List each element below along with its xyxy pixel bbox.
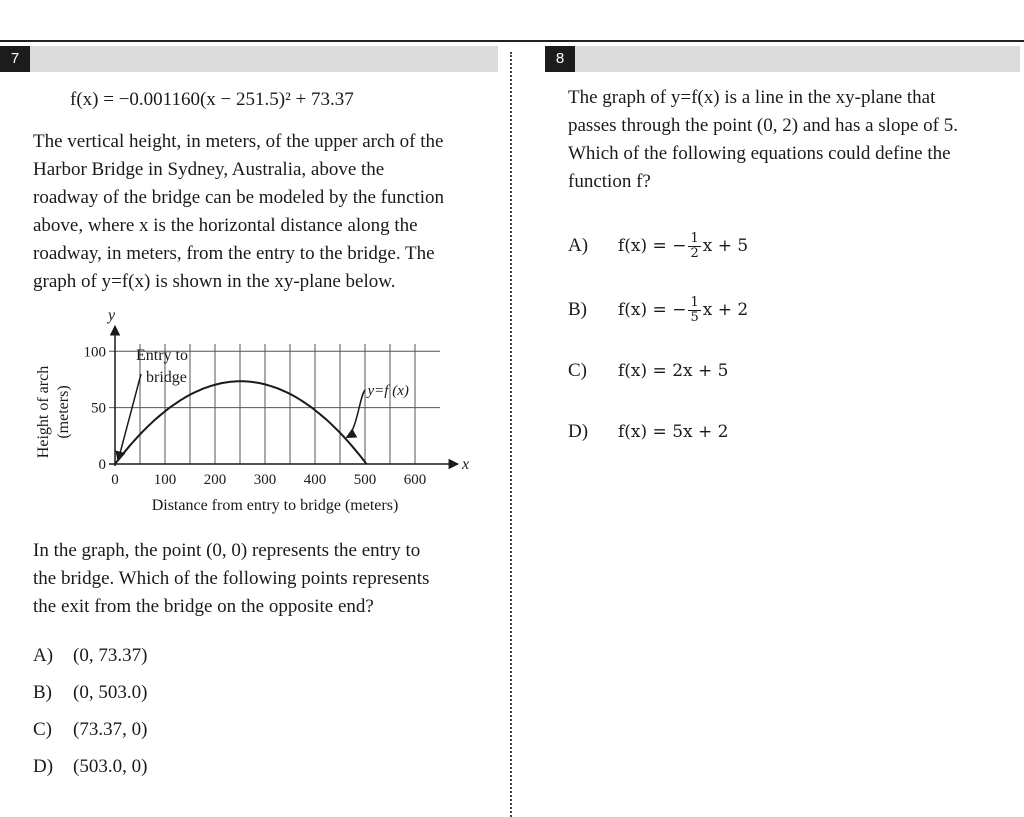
fraction-numerator: 1	[690, 230, 699, 246]
equation-prefix: f(x) = −	[618, 300, 687, 320]
stem-line: roadway of the bridge can be modeled by the function	[33, 187, 444, 208]
question-line: the bridge. Which of the following points represents	[33, 568, 430, 589]
stem-line: Harbor Bridge in Sydney, Australia, above the	[33, 159, 385, 180]
option-equation	[618, 232, 748, 261]
question-8-header-bar	[545, 46, 1020, 72]
option-letter: C)	[33, 719, 52, 740]
stem-line: above, where x is the horizontal distance along the	[33, 215, 418, 236]
x-axis-label: Distance from entry to bridge (meters)	[151, 497, 399, 514]
y-tick-label: 50	[91, 400, 106, 417]
q8-option-c[interactable]	[568, 351, 728, 391]
y-axis-label-line1: Height of arch	[35, 365, 52, 459]
stem-line: The graph of y=f(x) is a line in the xy-plane that	[568, 87, 936, 108]
fraction-denominator: 5	[690, 309, 699, 325]
q8-option-b[interactable]	[568, 290, 748, 330]
x-tick-label: 300	[253, 472, 277, 488]
fraction-numerator: 1	[690, 294, 699, 310]
equation-suffix: x + 5	[702, 236, 749, 256]
stem-line: passes through the point (0, 2) and has a slope of 5.	[568, 115, 958, 136]
equation-prefix: f(x) = −	[618, 236, 687, 256]
top-rule	[0, 40, 1024, 42]
option-text: (0, 503.0)	[73, 682, 148, 703]
q8-option-d[interactable]	[568, 412, 728, 452]
y-tick-label: 100	[83, 344, 106, 361]
question-7-number: 7	[0, 46, 30, 72]
question-7-function: f(x) = −0.001160(x − 251.5)² + 73.37	[70, 89, 354, 110]
option-letter: D)	[568, 421, 589, 442]
x-tick-label: 600	[403, 472, 427, 488]
question-7-header-bar	[0, 46, 498, 72]
x-tick-label: 0	[111, 472, 119, 488]
bridge-arch-chart	[20, 300, 470, 525]
option-text: (503.0, 0)	[73, 756, 148, 777]
curve-label: y=f (x)	[367, 383, 409, 399]
q7-option-a[interactable]	[33, 645, 147, 667]
q8-option-a[interactable]	[568, 226, 748, 266]
option-equation: f(x) = 5x + 2	[618, 422, 729, 442]
q7-option-b[interactable]	[33, 682, 147, 704]
stem-line: Which of the following equations could define the	[568, 143, 951, 164]
fraction	[688, 296, 700, 325]
option-letter: C)	[568, 360, 587, 381]
stem-line: roadway, in meters, from the entry to the bridge. The	[33, 243, 435, 264]
column-divider	[510, 52, 512, 817]
stem-line: graph of y=f(x) is shown in the xy-plane below.	[33, 271, 396, 292]
question-line: the exit from the bridge on the opposite end?	[33, 596, 374, 617]
question-line: In the graph, the point (0, 0) represents the entry to	[33, 540, 421, 561]
x-tick-label: 500	[353, 472, 377, 488]
entry-annotation-line1: Entry to	[136, 347, 188, 364]
equation-suffix: x + 2	[702, 300, 749, 320]
x-axis-name: x	[462, 456, 470, 473]
fraction-denominator: 2	[690, 245, 699, 261]
curve-label-pointer	[347, 390, 366, 437]
y-tick-label: 0	[98, 457, 106, 473]
stem-line: The vertical height, in meters, of the upper arch of the	[33, 131, 444, 152]
fraction	[688, 232, 700, 261]
option-text: (0, 73.37)	[73, 645, 148, 666]
option-letter: D)	[33, 756, 54, 777]
y-axis-name: y	[108, 307, 116, 324]
q7-option-c[interactable]	[33, 719, 147, 741]
option-letter: A)	[568, 235, 589, 256]
option-letter: B)	[33, 682, 52, 703]
chart-tick-labels	[84, 344, 427, 488]
q7-option-d[interactable]	[33, 756, 147, 778]
x-tick-label: 200	[203, 472, 227, 488]
x-tick-label: 400	[303, 472, 327, 488]
stem-line: function f?	[568, 171, 651, 192]
option-equation: f(x) = 2x + 5	[618, 361, 729, 381]
y-axis-label-line2: (meters)	[55, 385, 72, 439]
entry-arrow	[118, 374, 141, 461]
option-letter: B)	[568, 299, 587, 320]
x-tick-label: 100	[153, 472, 177, 488]
option-equation	[618, 296, 748, 325]
question-8-number: 8	[545, 46, 575, 72]
entry-annotation-line2: bridge	[146, 369, 187, 386]
option-letter: A)	[33, 645, 54, 666]
arch-curve	[115, 381, 367, 464]
option-text: (73.37, 0)	[73, 719, 148, 740]
